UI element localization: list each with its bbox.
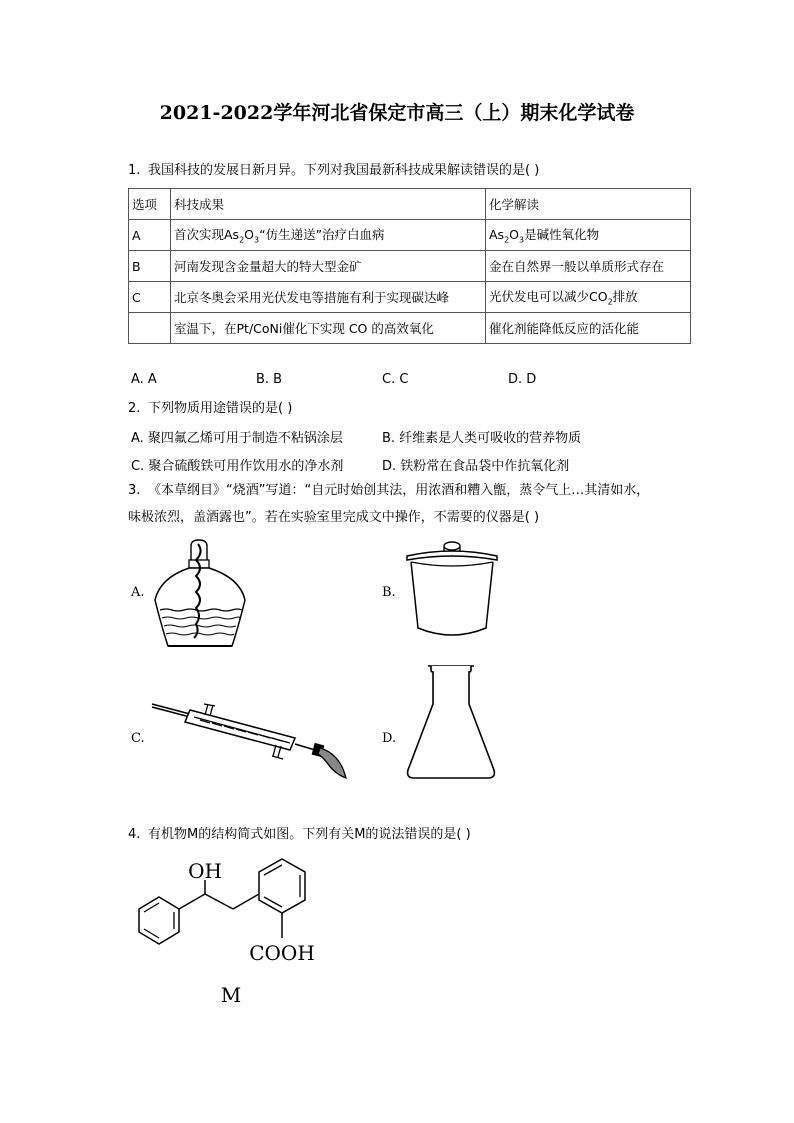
table-row: [129, 251, 691, 282]
condenser-icon[interactable]: [150, 698, 350, 780]
structure-m-diagram: [130, 856, 380, 1011]
erlenmeyer-flask-icon[interactable]: [404, 664, 498, 782]
question-number: 4.: [128, 827, 141, 842]
table-header-row: [129, 189, 691, 220]
cooh-group-label: COOH: [249, 941, 315, 965]
table-cell: 光伏发电可以减少$CO_2$排放: [486, 282, 691, 313]
q1-option-d[interactable]: D. D: [508, 372, 537, 387]
benzene-ring: [259, 859, 305, 913]
q1-table: [128, 188, 691, 344]
question-stem: 我国科技的发展日新月异。下列对我国最新科技成果解读错误的是( ): [148, 163, 540, 178]
table-cell: 金在自然界一般以单质形式存在: [486, 251, 691, 282]
header-cell: 选项: [129, 189, 171, 220]
q2-option-a[interactable]: A. 聚四氟乙烯可用于制造不粘锅涂层: [131, 431, 343, 446]
question-3-line-2: 味极浓烈，盖酒露也”。若在实验室里完成文中操作，不需要的仪器是( ): [128, 510, 540, 525]
table-cell: 首次实现$As_2O_3“$仿生递送”治疗白血病: [171, 220, 486, 251]
q3-option-d-label[interactable]: D.: [382, 731, 397, 746]
question-stem: 有机物M的结构简式如图。下列有关M的说法错误的是( ): [148, 827, 471, 842]
q3-option-c-label[interactable]: C.: [131, 731, 145, 746]
question-number: 2.: [128, 401, 141, 416]
question-stem: 下列物质用途错误的是( ): [148, 401, 293, 416]
header-cell: 化学解读: [486, 189, 691, 220]
q1-option-a[interactable]: A. A: [131, 372, 157, 387]
table-cell: 催化剂能降低反应的活化能: [486, 313, 691, 344]
table-cell: 北京冬奥会采用光伏发电等措施有利于实现碳达峰: [171, 282, 486, 313]
q1-option-b[interactable]: B. B: [256, 372, 283, 387]
crucible-icon[interactable]: [404, 540, 500, 642]
table-row: [129, 282, 691, 313]
compound-name-label: M: [220, 983, 242, 1007]
header-cell: 科技成果: [171, 189, 486, 220]
table-cell: 河南发现含金量超大的特大型金矿: [171, 251, 486, 282]
question-1: [128, 162, 539, 180]
table-cell: A: [129, 220, 171, 251]
table-cell: [129, 313, 171, 344]
question-stem-line-1: 《本草纲目》“烧酒”写道：“自元时始创其法，用浓酒和糟入甑，蒸令气上…其清如水，: [148, 483, 650, 498]
question-2: [128, 400, 292, 418]
question-number: 1.: [128, 163, 141, 178]
table-cell: C: [129, 282, 171, 313]
table-row: [129, 220, 691, 251]
benzene-ring: [139, 897, 179, 944]
table-cell: $As_2O_3$是碱性氧化物: [486, 220, 691, 251]
q2-option-b[interactable]: B. 纤维素是人类可吸收的营养物质: [382, 431, 582, 446]
q3-option-a-label[interactable]: A.: [131, 585, 145, 600]
table-row: [129, 313, 691, 344]
question-4: [128, 826, 471, 844]
q3-option-b-label[interactable]: B.: [382, 585, 396, 600]
table-cell: 室温下，在Pt/CoNi催化下实现 CO 的高效氧化: [171, 313, 486, 344]
table-cell: B: [129, 251, 171, 282]
q1-option-c[interactable]: C. C: [382, 372, 409, 387]
question-3: [128, 482, 649, 500]
oh-group-label: OH: [188, 859, 222, 883]
q2-option-d[interactable]: D. 铁粉常在食品袋中作抗氧化剂: [382, 459, 570, 474]
alcohol-lamp-icon[interactable]: [152, 538, 248, 650]
page-title: 2021-2022学年河北省保定市高三（上）期末化学试卷: [159, 102, 635, 124]
q2-option-c[interactable]: C. 聚合硫酸铁可用作饮用水的净水剂: [131, 459, 344, 474]
question-number: 3.: [128, 483, 141, 498]
